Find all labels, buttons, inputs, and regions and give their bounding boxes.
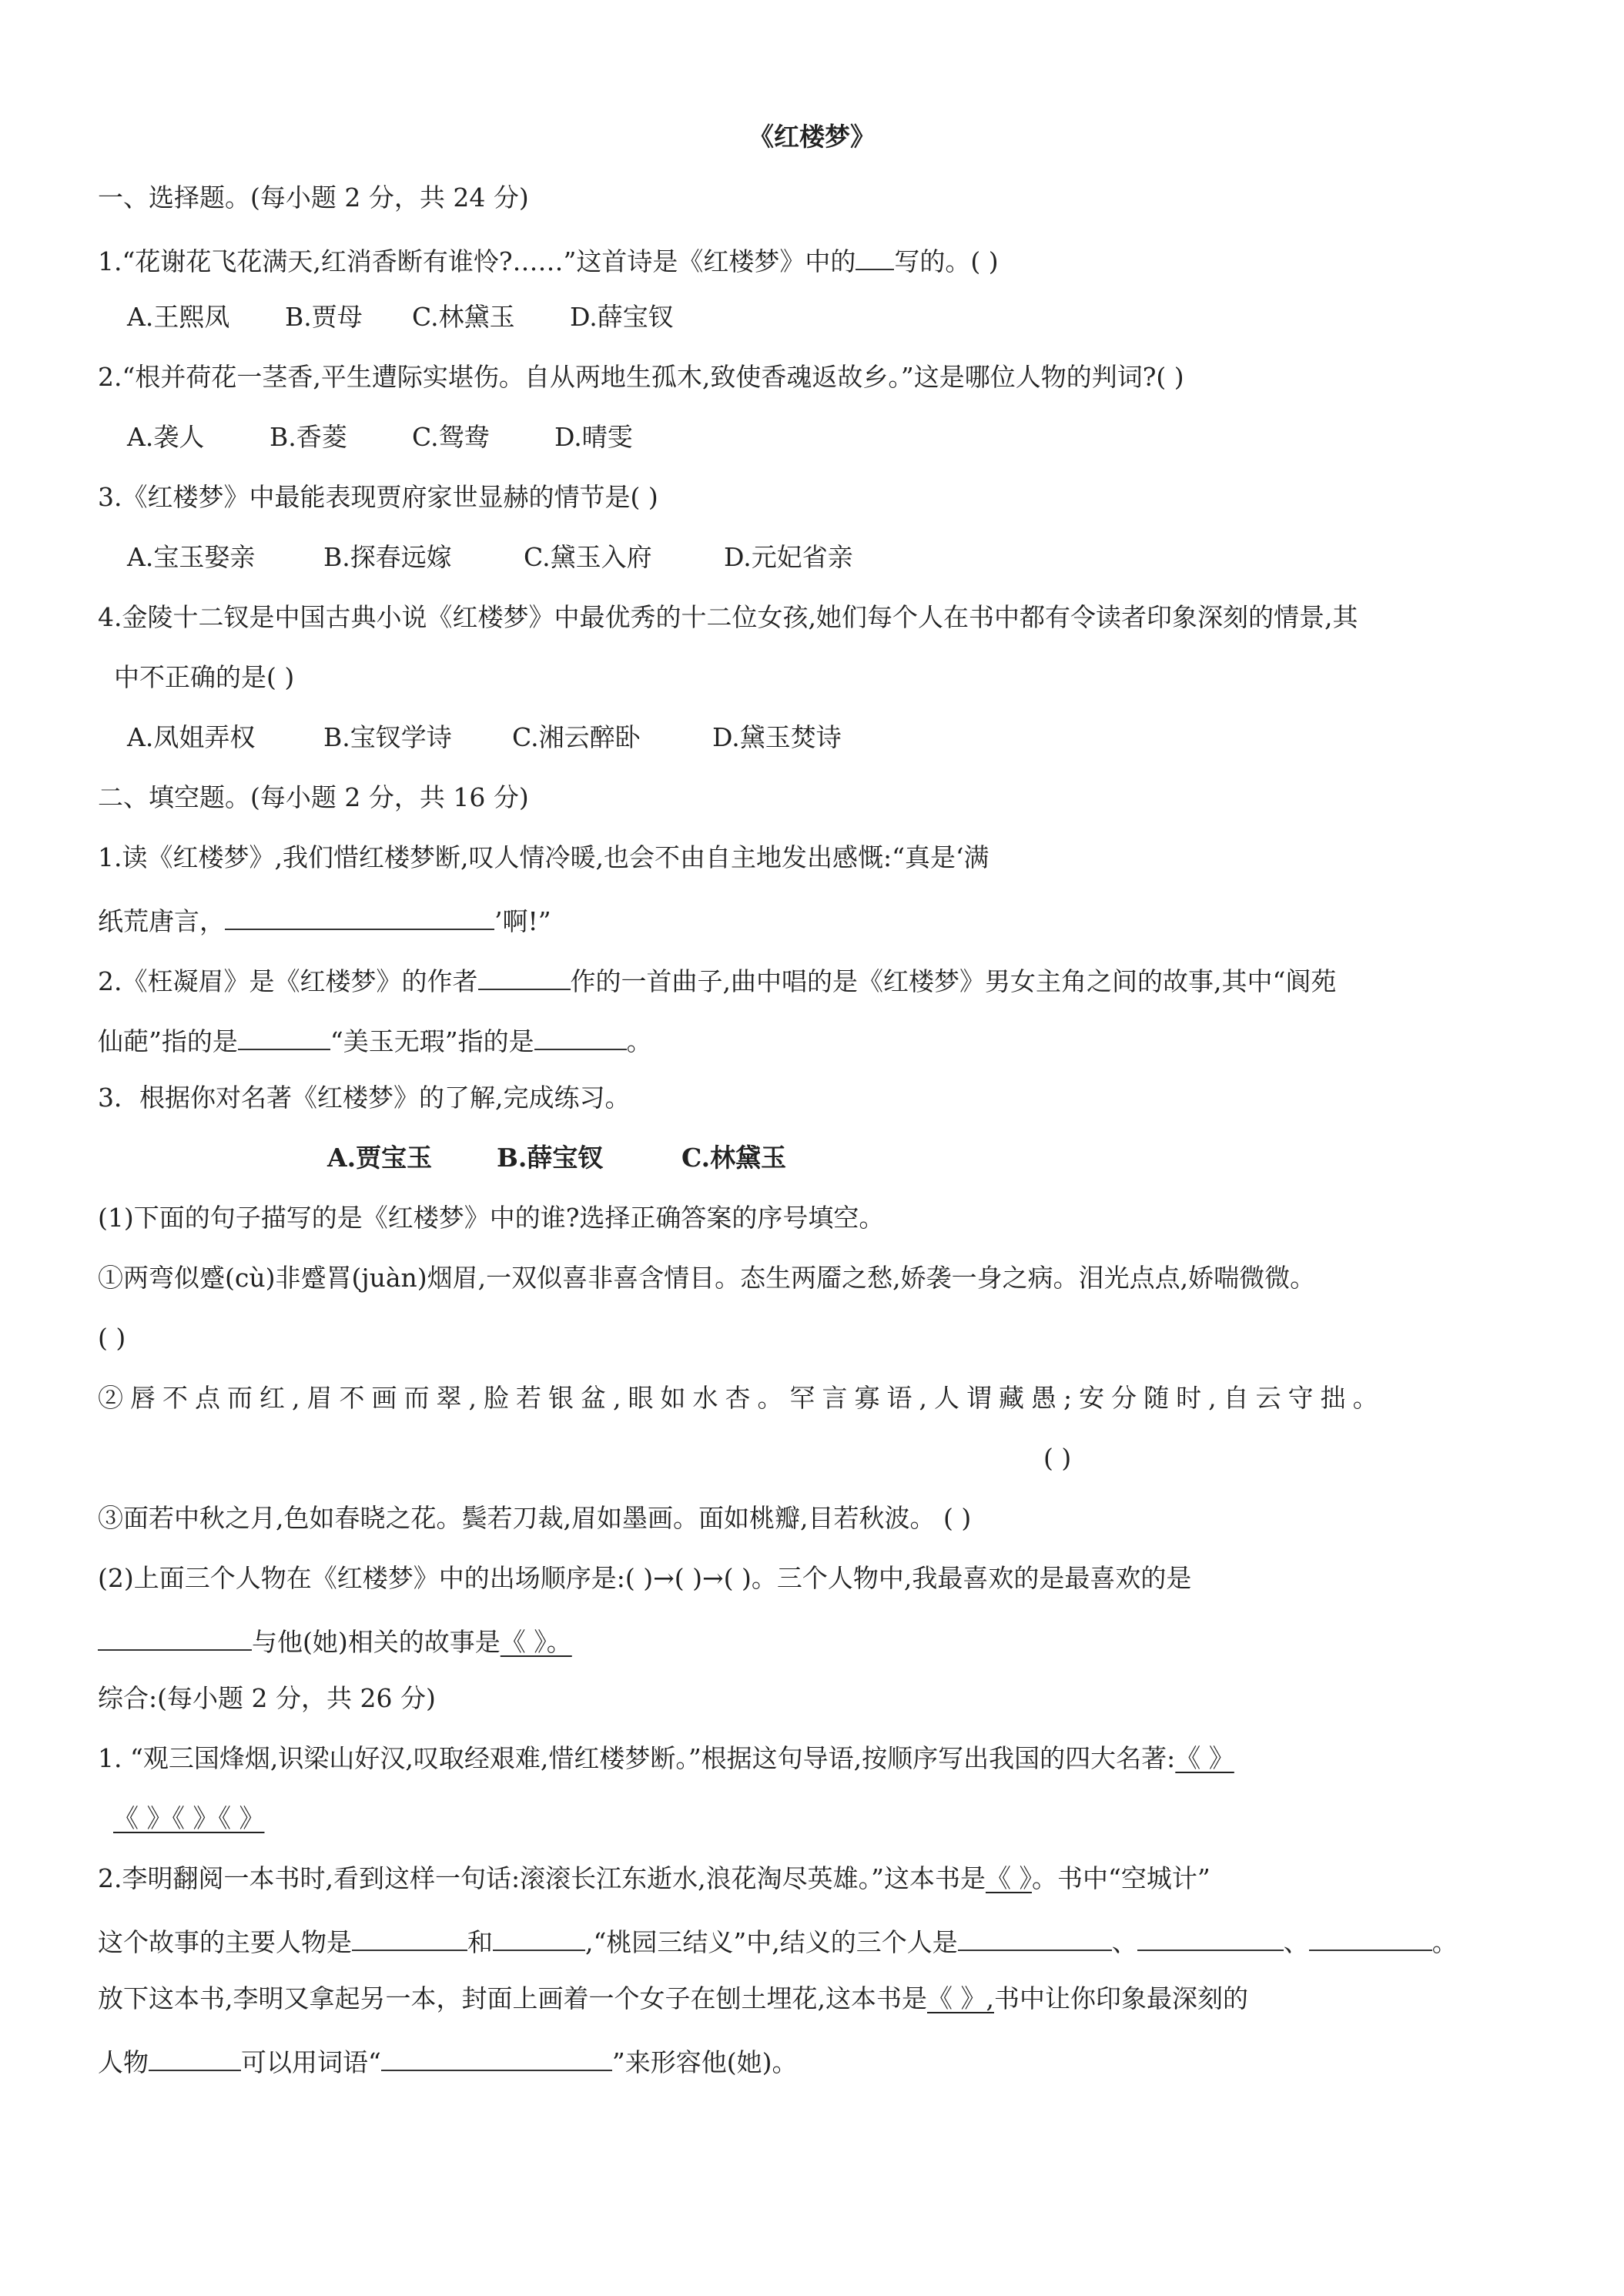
s2-q3-item1: ①两弯似蹙(cù)非蹙罥(juàn)烟眉,一双似喜非喜含情目。态生两靥之愁,娇袭一身之病。泪光点点,娇喘微微。 <box>98 1263 1316 1293</box>
s3-q2-word-blank[interactable] <box>381 2043 612 2071</box>
s3-q2-line2 <box>98 1923 1458 1958</box>
s3-q2-line2-end: 。 <box>1431 1927 1458 1957</box>
s2-q3-intro: 3．根据你对名著《红楼梦》的了解,完成练习。 <box>98 1083 631 1113</box>
s1-q1-option-c: C.林黛玉 <box>412 302 515 332</box>
s1-q4-option-c: C.湘云醉卧 <box>512 722 641 752</box>
s3-q1-text: 1. “观三国烽烟,识梁山好汉,叹取经艰难,惜红楼梦断。”根据这句导语,按顺序写出我国的四大名著: <box>98 1743 1176 1773</box>
s3-q1-book-blank-1[interactable]: 《 》 <box>1175 1743 1234 1773</box>
s1-q1-text: 1.“花谢花飞花满天,红消香断有谁怜?……”这首诗是《红楼梦》中的 <box>98 246 856 276</box>
s3-q2-line2-a: 这个故事的主要人物是 <box>98 1927 352 1957</box>
s2-q3-item2-answer[interactable]: ( ) <box>1043 1443 1072 1473</box>
s1-q4-option-d: D.黛玉焚诗 <box>712 722 842 752</box>
s1-q4-option-a: A.凤姐弄权 <box>127 722 256 752</box>
s2-q3-story-blank[interactable]: 《 》。 <box>500 1627 572 1657</box>
s3-q1-line1 <box>98 1743 1234 1774</box>
s1-q2-option-a: A.袭人 <box>127 422 205 452</box>
s2-q1-blank[interactable] <box>225 902 494 930</box>
s2-q2-line1 <box>98 962 1336 997</box>
s2-q3-item3: ③面若中秋之月,色如春晓之花。鬓若刀裁,眉如墨画。面如桃瓣,目若秋波。 ( ) <box>98 1503 972 1533</box>
s3-q1-book-blanks[interactable]: 《 》《 》《 》 <box>113 1803 265 1833</box>
s2-q1-line1: 1.读《红楼梦》,我们惜红楼梦断,叹人情冷暖,也会不由自主地发出感慨:“真是‘满 <box>98 842 989 872</box>
s3-q2-line1-end: 。书中“空城计” <box>1031 1863 1210 1893</box>
s2-q3-part2-text: 与他(她)相关的故事是 <box>252 1627 501 1657</box>
s3-q2-book2-blank[interactable]: 《 》, <box>926 1983 994 2013</box>
s3-q2-line4-b: 可以用词语“ <box>241 2047 381 2077</box>
section2-heading: 二、填空题。(每小题 2 分，共 16 分) <box>98 782 529 812</box>
s3-q2-person-blank-1[interactable] <box>352 1923 467 1951</box>
s1-q1-option-b: B.贾母 <box>285 302 363 332</box>
s2-q2-line2 <box>98 1022 652 1057</box>
s1-q2-stem: 2.“根并荷花一茎香,平生遭际实堪伤。自从两地生孤木,致使香魂返故乡。”这是哪位人物的判词?( ) <box>98 362 1184 392</box>
s2-q2-blank-2[interactable] <box>534 1022 627 1050</box>
s3-q2-line1-text: 2.李明翻阅一本书时,看到这样一句话:滚滚长江东逝水,浪花淘尽英雄。”这本书是 <box>98 1863 986 1893</box>
s2-q2-blank-1[interactable] <box>238 1022 330 1050</box>
s3-q2-line4-c: ”来形容他(她)。 <box>611 2047 798 2077</box>
page-title: 《红楼梦》 <box>748 122 876 152</box>
s3-q2-brother-blank-2[interactable] <box>1137 1923 1284 1951</box>
s1-q1-blank[interactable] <box>856 243 894 270</box>
s3-q2-line3-end: 书中让你印象最深刻的 <box>993 1983 1248 2013</box>
s1-q4-option-b: B.宝钗学诗 <box>323 722 452 752</box>
s2-q3-item2: ②唇不点而红,眉不画而翠,脸若银盆,眼如水杏。罕言寡语,人谓藏愚;安分随时,自云守拙。 <box>98 1383 1385 1413</box>
s1-q1-tail: 写的。( ) <box>894 246 999 276</box>
s3-q2-line3-text: 放下这本书,李明又拿起另一本，封面上画着一个女子在刨土埋花,这本书是 <box>98 1983 927 2013</box>
s2-q2-line2-b: “美玉无瑕”指的是 <box>330 1026 534 1056</box>
s1-q3-stem: 3.《红楼梦》中最能表现贾府家世显赫的情节是( ) <box>98 482 658 512</box>
s1-q1-stem <box>98 243 999 277</box>
s3-q2-line4 <box>98 2043 798 2078</box>
s3-q2-person-blank-2[interactable] <box>493 1923 585 1951</box>
s1-q2-option-c: C.鸳鸯 <box>412 422 490 452</box>
s2-q3-choice-a: A.贾宝玉 <box>327 1143 433 1173</box>
s2-q2-line2-a: 仙葩”指的是 <box>98 1026 238 1056</box>
s2-q2-line1-start: 2.《枉凝眉》是《红楼梦》的作者 <box>98 966 478 996</box>
s3-q1-line2 <box>113 1803 264 1834</box>
s2-q3-choice-c: C.林黛玉 <box>681 1143 787 1173</box>
s1-q2-option-b: B.香菱 <box>270 422 347 452</box>
s3-q2-brother-blank-1[interactable] <box>958 1923 1112 1951</box>
s2-q1-line2-end: ’啊!” <box>494 906 551 936</box>
s2-q3-item1-answer[interactable]: ( ) <box>98 1323 126 1353</box>
s2-q3-part2-line1: (2)上面三个人物在《红楼梦》中的出场顺序是:( )→( )→( )。三个人物中,我最喜欢的是最喜欢的是 <box>98 1563 1192 1593</box>
s1-q1-option-d: D.薛宝钗 <box>570 302 674 332</box>
s3-q2-character-blank[interactable] <box>149 2043 241 2071</box>
s1-q4-stem-line2: 中不正确的是( ) <box>114 662 295 692</box>
s2-q1-line2 <box>98 902 551 937</box>
s3-q2-sep-2: 、 <box>1283 1927 1309 1957</box>
s3-q2-line3 <box>98 1983 1248 2014</box>
s1-q3-option-b: B.探春远嫁 <box>323 542 452 572</box>
s1-q3-option-a: A.宝玉娶亲 <box>127 542 256 572</box>
s1-q4-stem-line1: 4.金陵十二钗是中国古典小说《红楼梦》中最优秀的十二位女孩,她们每个人在书中都有令读者印象深刻的情景,其 <box>98 602 1358 632</box>
s2-q3-choice-b: B.薛宝钗 <box>497 1143 604 1173</box>
s3-q2-line2-b: 和 <box>467 1927 493 1957</box>
s2-q2-line1-end: 作的一首曲子,曲中唱的是《红楼梦》男女主角之间的故事,其中“阆苑 <box>570 966 1337 996</box>
section1-heading: 一、选择题。(每小题 2 分，共 24 分) <box>98 182 529 213</box>
s3-q2-line2-c: ,“桃园三结义”中,结义的三个人是 <box>585 1927 958 1957</box>
s2-q3-part1: (1)下面的句子描写的是《红楼梦》中的谁?选择正确答案的序号填空。 <box>98 1203 885 1233</box>
s3-q2-brother-blank-3[interactable] <box>1309 1923 1432 1951</box>
s1-q1-option-a: A.王熙凤 <box>127 302 230 332</box>
s2-q3-part2-line2 <box>98 1623 572 1658</box>
s1-q3-option-d: D.元妃省亲 <box>724 542 853 572</box>
s1-q3-option-c: C.黛玉入府 <box>524 542 652 572</box>
s3-q2-line1 <box>98 1863 1210 1894</box>
s2-q3-favorite-blank[interactable] <box>98 1623 252 1651</box>
section3-heading: 综合:(每小题 2 分，共 26 分) <box>98 1683 436 1713</box>
s2-q2-line2-c: 。 <box>626 1026 652 1056</box>
s3-q2-line4-a: 人物 <box>98 2047 149 2077</box>
s3-q2-book-blank[interactable]: 《 》 <box>985 1863 1032 1893</box>
s2-q1-line2-start: 纸荒唐言， <box>98 906 225 936</box>
s1-q2-option-d: D.晴雯 <box>554 422 633 452</box>
s3-q2-sep-1: 、 <box>1111 1927 1137 1957</box>
s2-q2-author-blank[interactable] <box>478 962 571 990</box>
